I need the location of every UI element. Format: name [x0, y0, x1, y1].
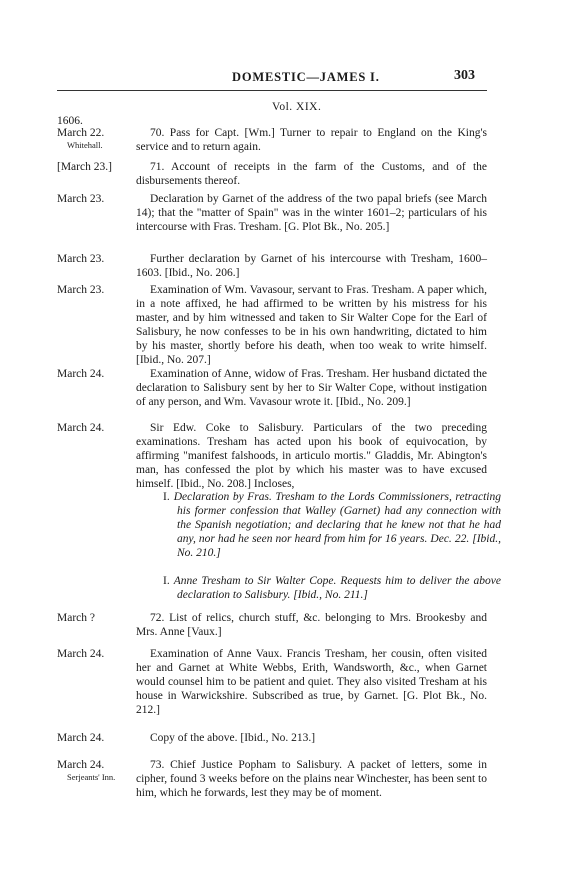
- entry-text: Copy of the above. [Ibid., No. 213.]: [150, 732, 316, 744]
- entry-text: Examination of Anne Vaux. Francis Tresham, her cousin, often visited her and Garnet at White Webbs, Erith, Wandsworth, &c., when Garnet would counsel him to be patient and quiet. They also visited Tresham at his house in Warwickshire. Subscribed as true, by Garnet. [G. Plot Bk., No. 212.]: [136, 648, 487, 716]
- entry-date: March 23.: [57, 193, 105, 205]
- enclosure-number: I.: [163, 491, 170, 503]
- year-label: 1606.: [57, 115, 83, 127]
- enclosure-text: Anne Tresham to Sir Walter Cope. Requests him to deliver the above declaration to Salisbury. [Ibid., No. 211.]: [173, 575, 501, 601]
- entry-text: Examination of Anne, widow of Fras. Tresham. Her husband dictated the declaration to Salisbury sent by her to Sir Walter Cope, without instigation of any person, and Wm. Vavasour wrote it. [Ibid., No. 209.]: [136, 368, 487, 408]
- entry-place: Serjeants' Inn.: [67, 772, 116, 782]
- entry-text: 70. Pass for Capt. [Wm.] Turner to repair to England on the King's service and to return again.: [136, 127, 487, 153]
- entry-text: Examination of Wm. Vavasour, servant to Fras. Tresham. A paper which, in a note affixed, he had affirmed to be written by his mistress for his master, and by him witnessed and taken to Sir Walter Cope for the Earl of Salisbury, he now confesses to be in his own handwriting, dictated to him by his master, shortly before his death, when too weak to write himself. [Ibid., No. 207.]: [136, 284, 487, 366]
- entry-text: 72. List of relics, church stuff, &c. belonging to Mrs. Brookesby and Mrs. Anne [Vaux.]: [136, 612, 487, 638]
- entry-date-text: March 24.: [57, 759, 105, 771]
- entry-date: March 24.: [57, 422, 105, 434]
- entry-text: 73. Chief Justice Popham to Salisbury. A packet of letters, some in cipher, found 3 weeks before on the plains near Winchester, has been sent to him, which he forwards, lest they may be of moment.: [136, 759, 487, 799]
- entry-date: March 24.: [57, 732, 105, 744]
- entry-date-text: March 22.: [57, 127, 105, 139]
- entry-text: 71. Account of receipts in the farm of the Customs, and of the disbursements thereof.: [136, 161, 487, 187]
- enclosure-text: Declaration by Fras. Tresham to the Lords Commissioners, retracting his former confession that Walley (Garnet) had any connection with the Spanish negotiation; and declaring that he knew not that he had any, nor had he seen nor heard from him for 16 years. Dec. 22. [Ibid., No. 210.]: [173, 491, 501, 559]
- enclosure-number: I.: [163, 575, 170, 587]
- entry-text: Further declaration by Garnet of his intercourse with Tresham, 1600–1603. [Ibid., No. 206.]: [136, 253, 487, 279]
- entry-date: [57, 758, 133, 783]
- entry-date: March 24.: [57, 648, 105, 660]
- entry-date: March 24.: [57, 368, 105, 380]
- entry-text: Declaration by Garnet of the address of the two papal briefs (see March 14); that the "matter of Spain" was in the winter 1601–2; particulars of his intercourse with Fras. Tresham. [G. Plot Bk., No. 205.]: [136, 193, 487, 233]
- entry-date: March ?: [57, 612, 95, 624]
- entry-date: [March 23.]: [57, 161, 112, 173]
- page-number: 303: [454, 68, 475, 83]
- header-rule: [57, 90, 487, 91]
- enclosure-item: [163, 574, 501, 602]
- volume-heading: Vol. XIX.: [272, 101, 322, 113]
- running-head: DOMESTIC—JAMES I.: [232, 70, 380, 84]
- enclosure-item: [163, 490, 501, 560]
- entry-date: March 23.: [57, 284, 105, 296]
- entry-place: Whitehall.: [67, 140, 103, 150]
- entry-text: Sir Edw. Coke to Salisbury. Particulars of the two preceding examinations. Tresham has acted upon his book of equivocation, by affirming "manifest falshoods, in articulo mortis." Gladdis, Mr. Abington's man, has confessed the plot by which his master was to have excused himself. [Ibid., No. 208.] Incloses,: [136, 422, 487, 490]
- entry-date: [57, 126, 133, 151]
- entry-date: March 23.: [57, 253, 105, 265]
